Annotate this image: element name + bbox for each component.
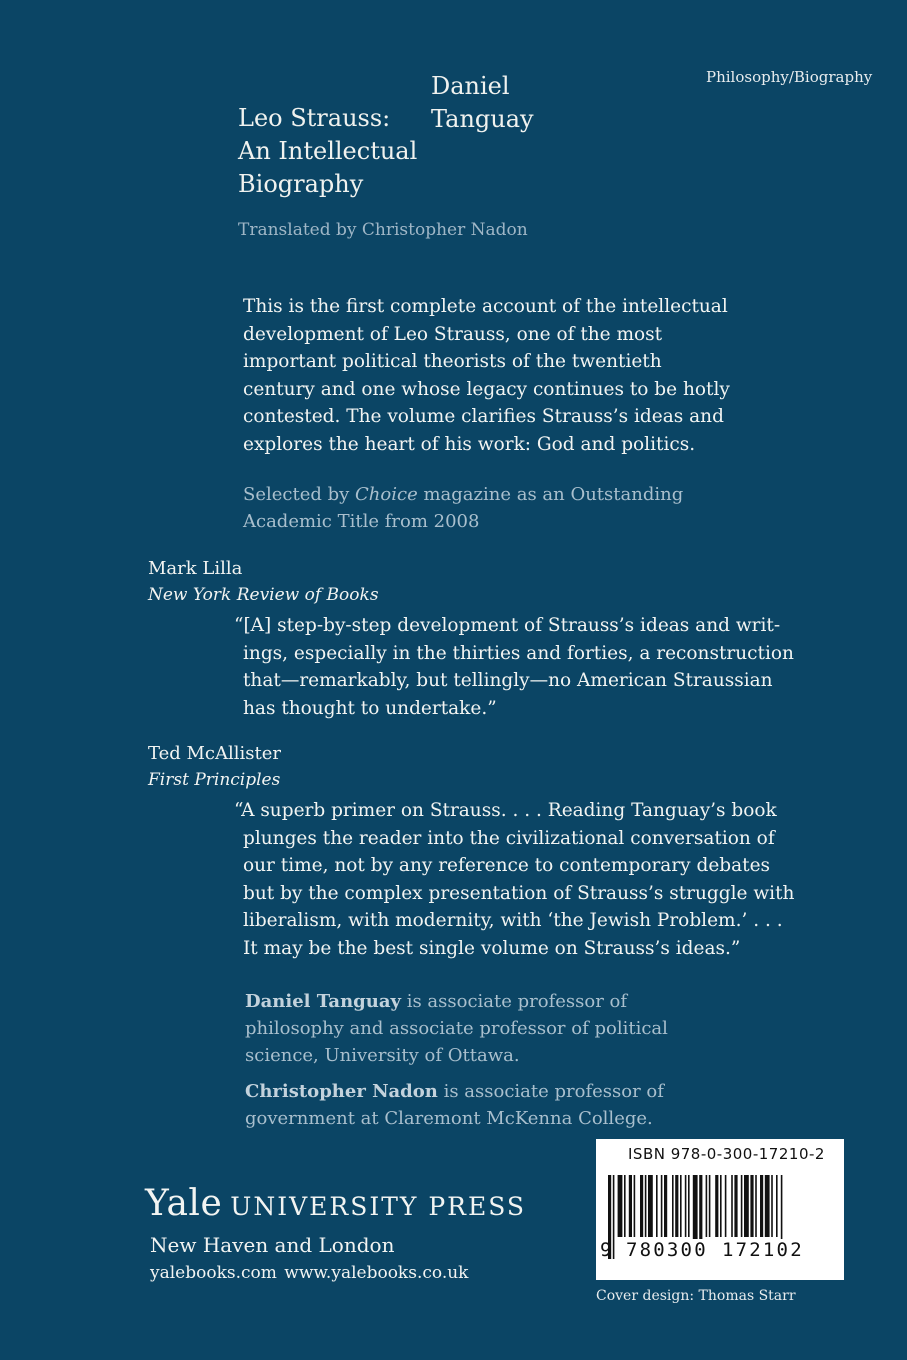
translator-bio (245, 1078, 725, 1132)
barcode-bar (640, 1175, 643, 1237)
barcode-bar (715, 1175, 718, 1237)
quote-line: ings, especially in the thirties and forties, a reconstruction (243, 642, 794, 664)
title-line-3: Biography (238, 170, 364, 198)
cover-design-credit: Cover design: Thomas Starr (596, 1288, 796, 1304)
publisher-logo (145, 1183, 526, 1224)
barcode-bar (725, 1175, 727, 1237)
barcode-bar (618, 1175, 623, 1237)
barcode-left-digits: 780300 (626, 1239, 708, 1261)
barcode-bar (709, 1175, 711, 1237)
award-magazine: Choice (355, 484, 418, 505)
barcode-bar (645, 1175, 647, 1237)
barcode-bar (755, 1175, 757, 1237)
barcode-bar (771, 1175, 773, 1237)
reviewer-name: Mark Lilla (148, 558, 243, 579)
barcode-bar (685, 1175, 687, 1237)
barcode-panel (596, 1139, 844, 1280)
barcode-bar (656, 1175, 658, 1237)
title-line-2: An Intellectual (238, 137, 418, 165)
award-note (243, 481, 703, 535)
barcode-bar (734, 1175, 737, 1237)
barcode-bar (680, 1175, 682, 1237)
quote-line: that—remarkably, but tellingly—no American Straussian (243, 670, 773, 691)
barcode-bar (744, 1175, 749, 1237)
publisher-name: Yale (145, 1183, 223, 1224)
book-description: This is the first complete account of the intellectual development of Leo Strauss, one of the most important political theorists of the twentieth century and one whose legacy continues to be hotly contested. The volume clarifies Strauss’s ideas and explores the heart of his work: God and politics. (243, 296, 730, 455)
quote-line: our time, not by any reference to contemporary debates (243, 855, 771, 876)
author-first-name: Daniel (431, 72, 510, 100)
bio-name: Daniel Tanguay (245, 991, 401, 1012)
quote-line: plunges the reader into the civilizational conversation of (243, 827, 775, 849)
barcode-bar (750, 1175, 753, 1237)
review-quote (234, 612, 794, 722)
review-source: First Principles (148, 770, 281, 790)
isbn-label: ISBN 978-0-300-17210-2 (628, 1145, 825, 1163)
award-note-post: magazine as an Outstanding Academic Title from 2008 (243, 484, 684, 532)
publisher-name-rest: UNIVERSITY PRESS (230, 1192, 527, 1221)
barcode-bar (720, 1175, 722, 1237)
quote-line: “[A] step-by-step development of Strauss’s ideas and writ- (234, 615, 781, 636)
quote-line: “A superb primer on Strauss. . . . Reading Tanguay’s book (234, 800, 777, 821)
barcode-bar (672, 1175, 674, 1237)
translator-credit: Translated by Christopher Nadon (238, 220, 528, 240)
author-bio (245, 988, 725, 1069)
barcode-bar (664, 1175, 667, 1237)
barcode-bar (624, 1175, 626, 1237)
publisher-websites: yalebooks.com www.yalebooks.co.uk (150, 1263, 469, 1283)
bio-text: is associate professor of philosophy and associate professor of political science, University of Ottawa. (245, 991, 668, 1066)
category-label: Philosophy/Biography (706, 68, 873, 86)
title-line-1: Leo Strauss: (238, 104, 391, 132)
book-title (238, 102, 417, 201)
barcode-bar (760, 1175, 763, 1237)
award-note-pre: Selected by (243, 484, 356, 505)
barcode-first-digit: 9 (600, 1239, 612, 1261)
barcode-bar (776, 1175, 778, 1237)
quote-line: but by the complex presentation of Strauss’s struggle with (243, 882, 795, 904)
review-source: New York Review of Books (148, 585, 379, 605)
barcode-bar (634, 1175, 636, 1237)
bio-name: Christopher Nadon (245, 1081, 438, 1102)
barcode-bar (675, 1175, 678, 1237)
publisher-cities: New Haven and London (150, 1233, 395, 1257)
author-last-name: Tanguay (431, 105, 534, 133)
barcode-bar (765, 1175, 770, 1237)
barcode-bar (661, 1175, 663, 1237)
review-quote (234, 797, 795, 962)
barcode-bar (648, 1175, 653, 1237)
reviewer-name: Ted McAllister (148, 743, 282, 764)
author-name (431, 70, 534, 136)
barcode-bar (731, 1175, 733, 1237)
barcode-bar (688, 1175, 690, 1237)
barcode-bar (706, 1175, 708, 1237)
barcode-right-digits: 172102 (722, 1239, 804, 1261)
bio-text: is associate professor of government at Claremont McKenna College. (245, 1081, 664, 1129)
quote-line: liberalism, with modernity, with ‘the Jewish Problem.’ . . . (243, 910, 783, 931)
quote-line: It may be the best single volume on Strauss’s ideas.” (243, 937, 741, 959)
barcode-bar (741, 1175, 743, 1237)
barcode-bar (629, 1175, 632, 1237)
barcode-bar (613, 1175, 615, 1259)
quote-line: has thought to undertake.” (243, 697, 497, 719)
